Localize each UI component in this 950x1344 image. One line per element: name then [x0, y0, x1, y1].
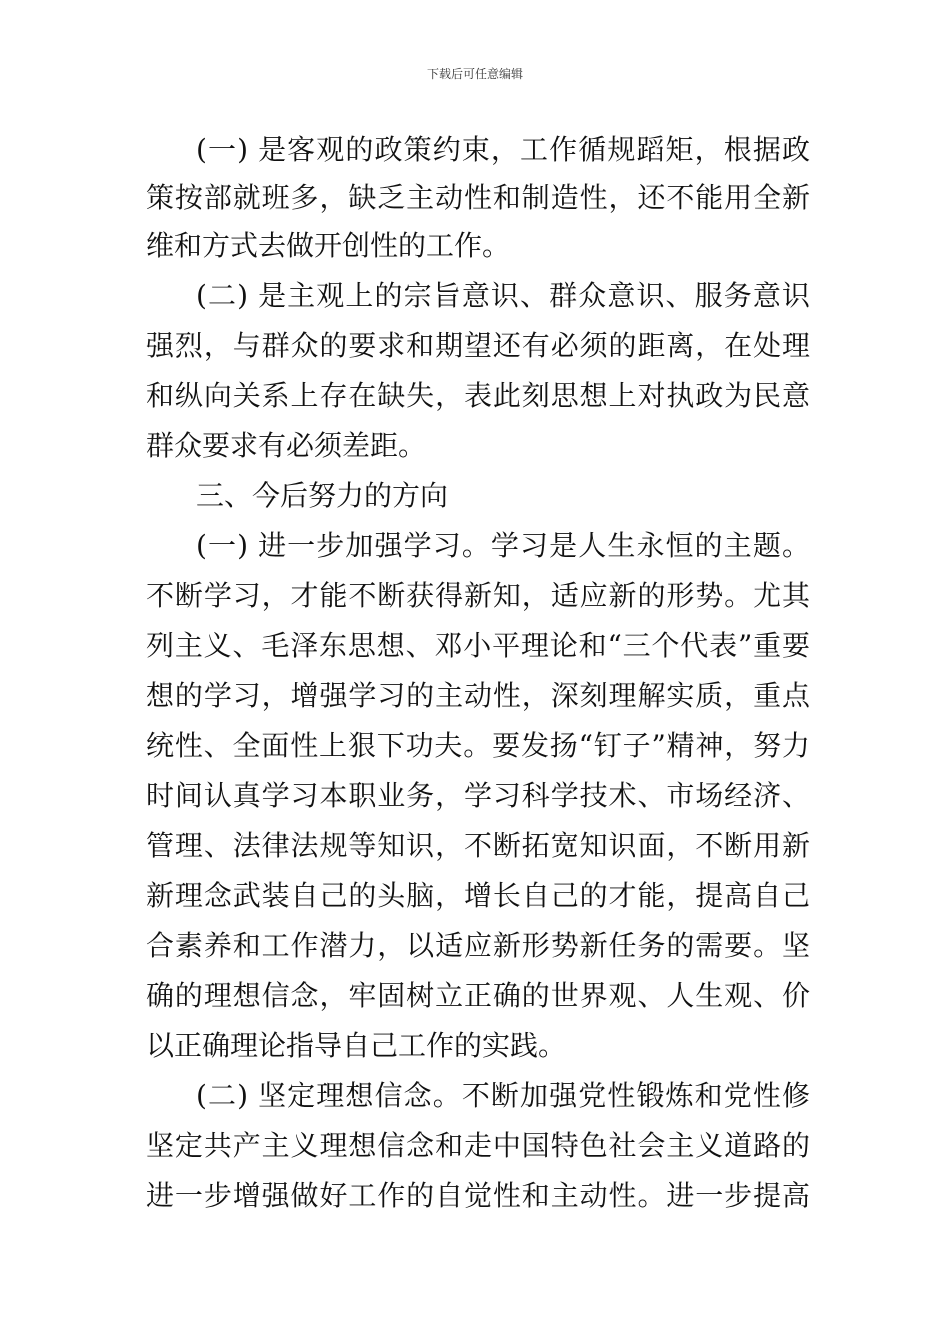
text-line: 坚定共产主义理想信念和走中国特色社会主义道路的 [146, 1129, 810, 1162]
text-line: 策按部就班多，缺乏主动性和制造性，还不能用全新 [146, 181, 810, 214]
text-line: (一) 进一步加强学习。学习是人生永恒的主题。 [196, 529, 810, 562]
text-line: 强烈，与群众的要求和期望还有必须的距离，在处理 [146, 329, 810, 362]
text-line: 统性、全面性上狠下功夫。要发扬“钉子”精神，努力 [146, 729, 810, 762]
section-heading: 三、今后努力的方向 [196, 479, 449, 512]
text-line: 和纵向关系上存在缺失，表此刻思想上对执政为民意 [146, 379, 810, 412]
text-line: (一) 是客观的政策约束，工作循规蹈矩，根据政 [196, 133, 810, 166]
text-line: 合素养和工作潜力，以适应新形势新任务的需要。坚 [146, 929, 810, 962]
page-header: 下载后可任意编辑 [426, 67, 523, 81]
text-line: 管理、法律法规等知识，不断拓宽知识面，不断用新 [146, 829, 810, 862]
text-line: 列主义、毛泽东思想、邓小平理论和“三个代表”重要 [146, 629, 810, 662]
text-line: 维和方式去做开创性的工作。 [146, 229, 511, 262]
text-line: 想的学习，增强学习的主动性，深刻理解实质，重点 [146, 679, 810, 712]
text-line: 新理念武装自己的头脑，增长自己的才能，提高自己 [146, 879, 810, 912]
text-line: 群众要求有必须差距。 [146, 429, 427, 462]
text-line: (二) 坚定理想信念。不断加强党性锻炼和党性修 [196, 1079, 810, 1112]
text-line: 不断学习，才能不断获得新知，适应新的形势。尤其 [146, 579, 810, 612]
text-line: 时间认真学习本职业务，学习科学技术、市场经济、 [146, 779, 810, 812]
text-line: 确的理想信念，牢固树立正确的世界观、人生观、价 [146, 979, 810, 1012]
text-line: 以正确理论指导自己工作的实践。 [146, 1029, 567, 1062]
text-line: (二) 是主观上的宗旨意识、群众意识、服务意识 [196, 279, 810, 312]
text-line: 进一步增强做好工作的自觉性和主动性。进一步提高 [146, 1179, 810, 1212]
